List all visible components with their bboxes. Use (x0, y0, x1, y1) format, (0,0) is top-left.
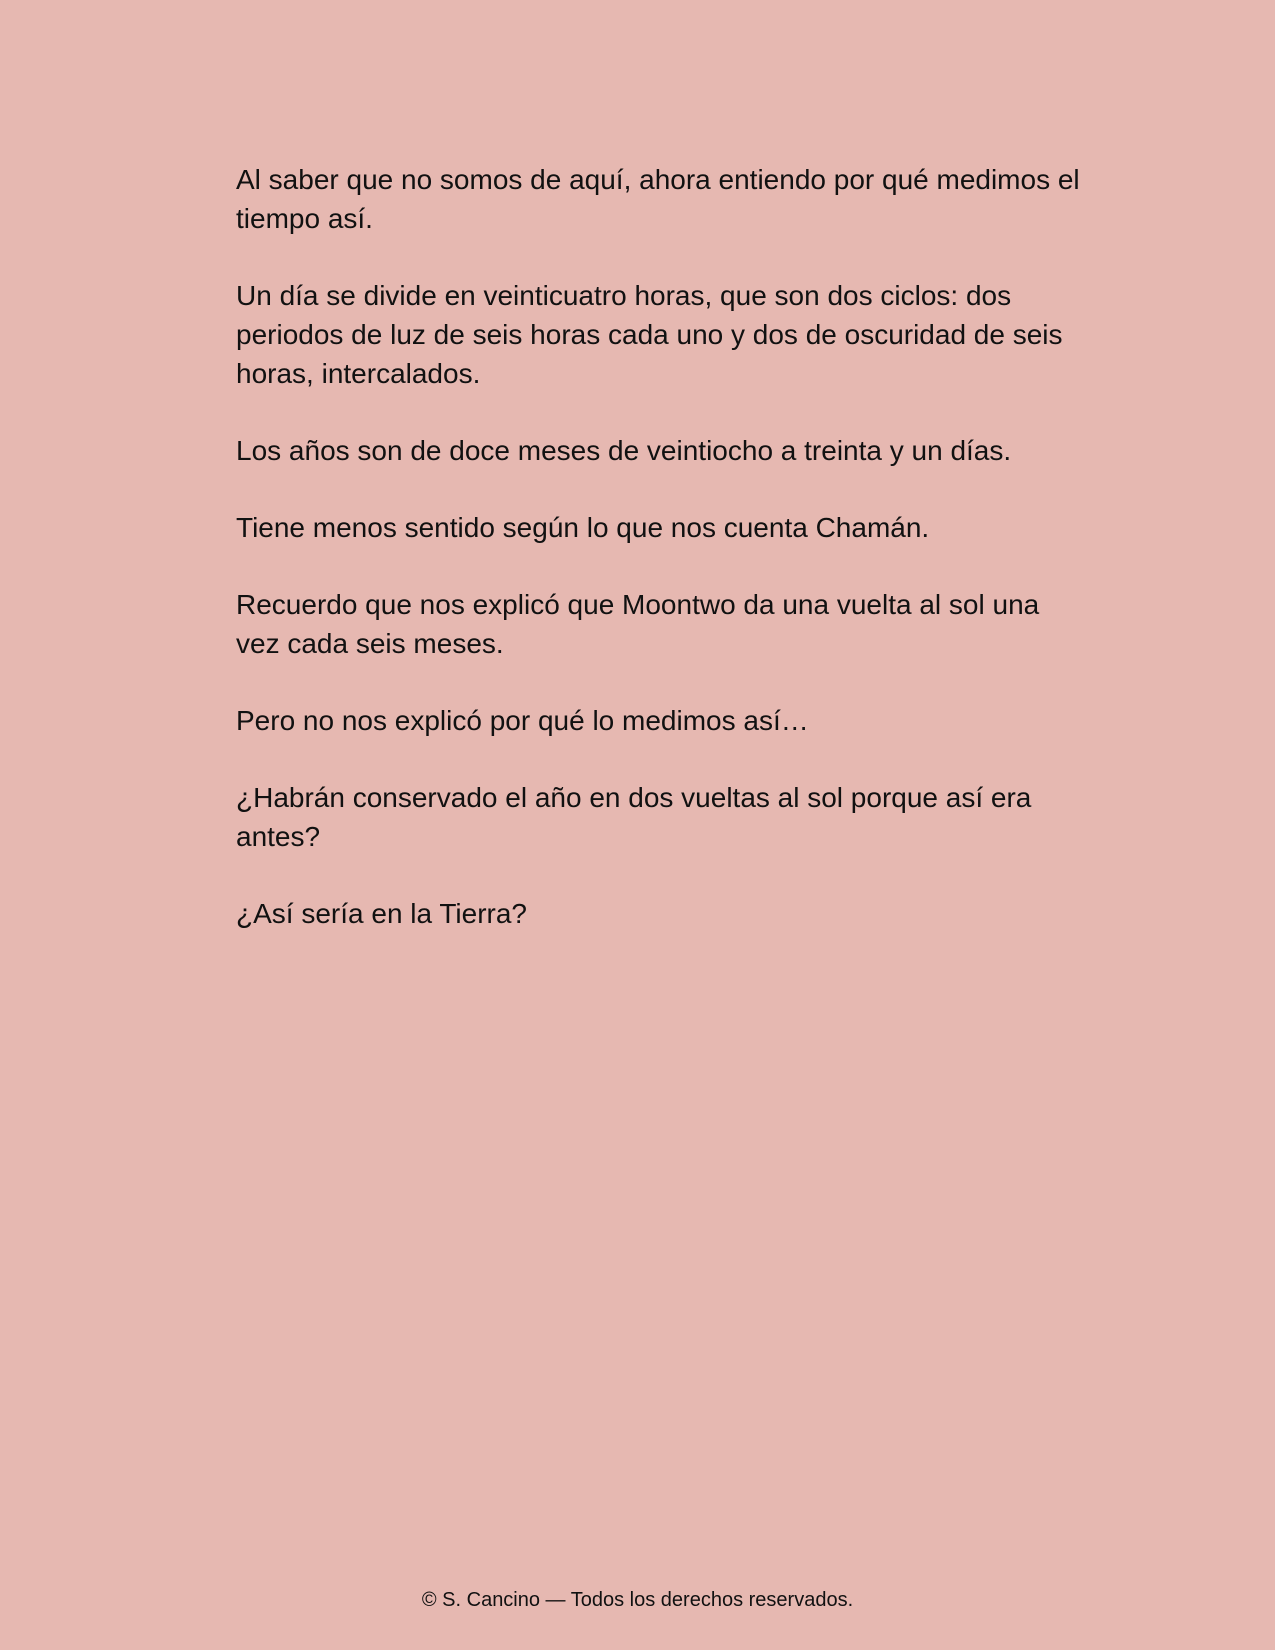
paragraph: Pero no nos explicó por qué lo medimos así… (236, 705, 809, 736)
paragraph: Los años son de doce meses de veintiocho a treinta y un días. (236, 435, 1012, 466)
paragraph: Tiene menos sentido según lo que nos cuenta Chamán. (236, 512, 930, 543)
paragraph: Al saber que no somos de aquí, ahora entiendo por qué medimos el tiempo así. (236, 164, 1080, 234)
paragraph: ¿Así sería en la Tierra? (236, 898, 528, 929)
body-text (236, 160, 1136, 971)
paragraph: Recuerdo que nos explicó que Moontwo da una vuelta al sol una vez cada seis meses. (236, 589, 1040, 659)
paragraph: Un día se divide en veinticuatro horas, que son dos ciclos: dos periodos de luz de seis horas cada uno y dos de oscuridad de seis horas, intercalados. (236, 280, 1063, 389)
copyright-footer: © S. Cancino — Todos los derechos reservados. (421, 1589, 854, 1611)
paragraph: ¿Habrán conservado el año en dos vueltas al sol porque así era antes? (236, 782, 1032, 852)
